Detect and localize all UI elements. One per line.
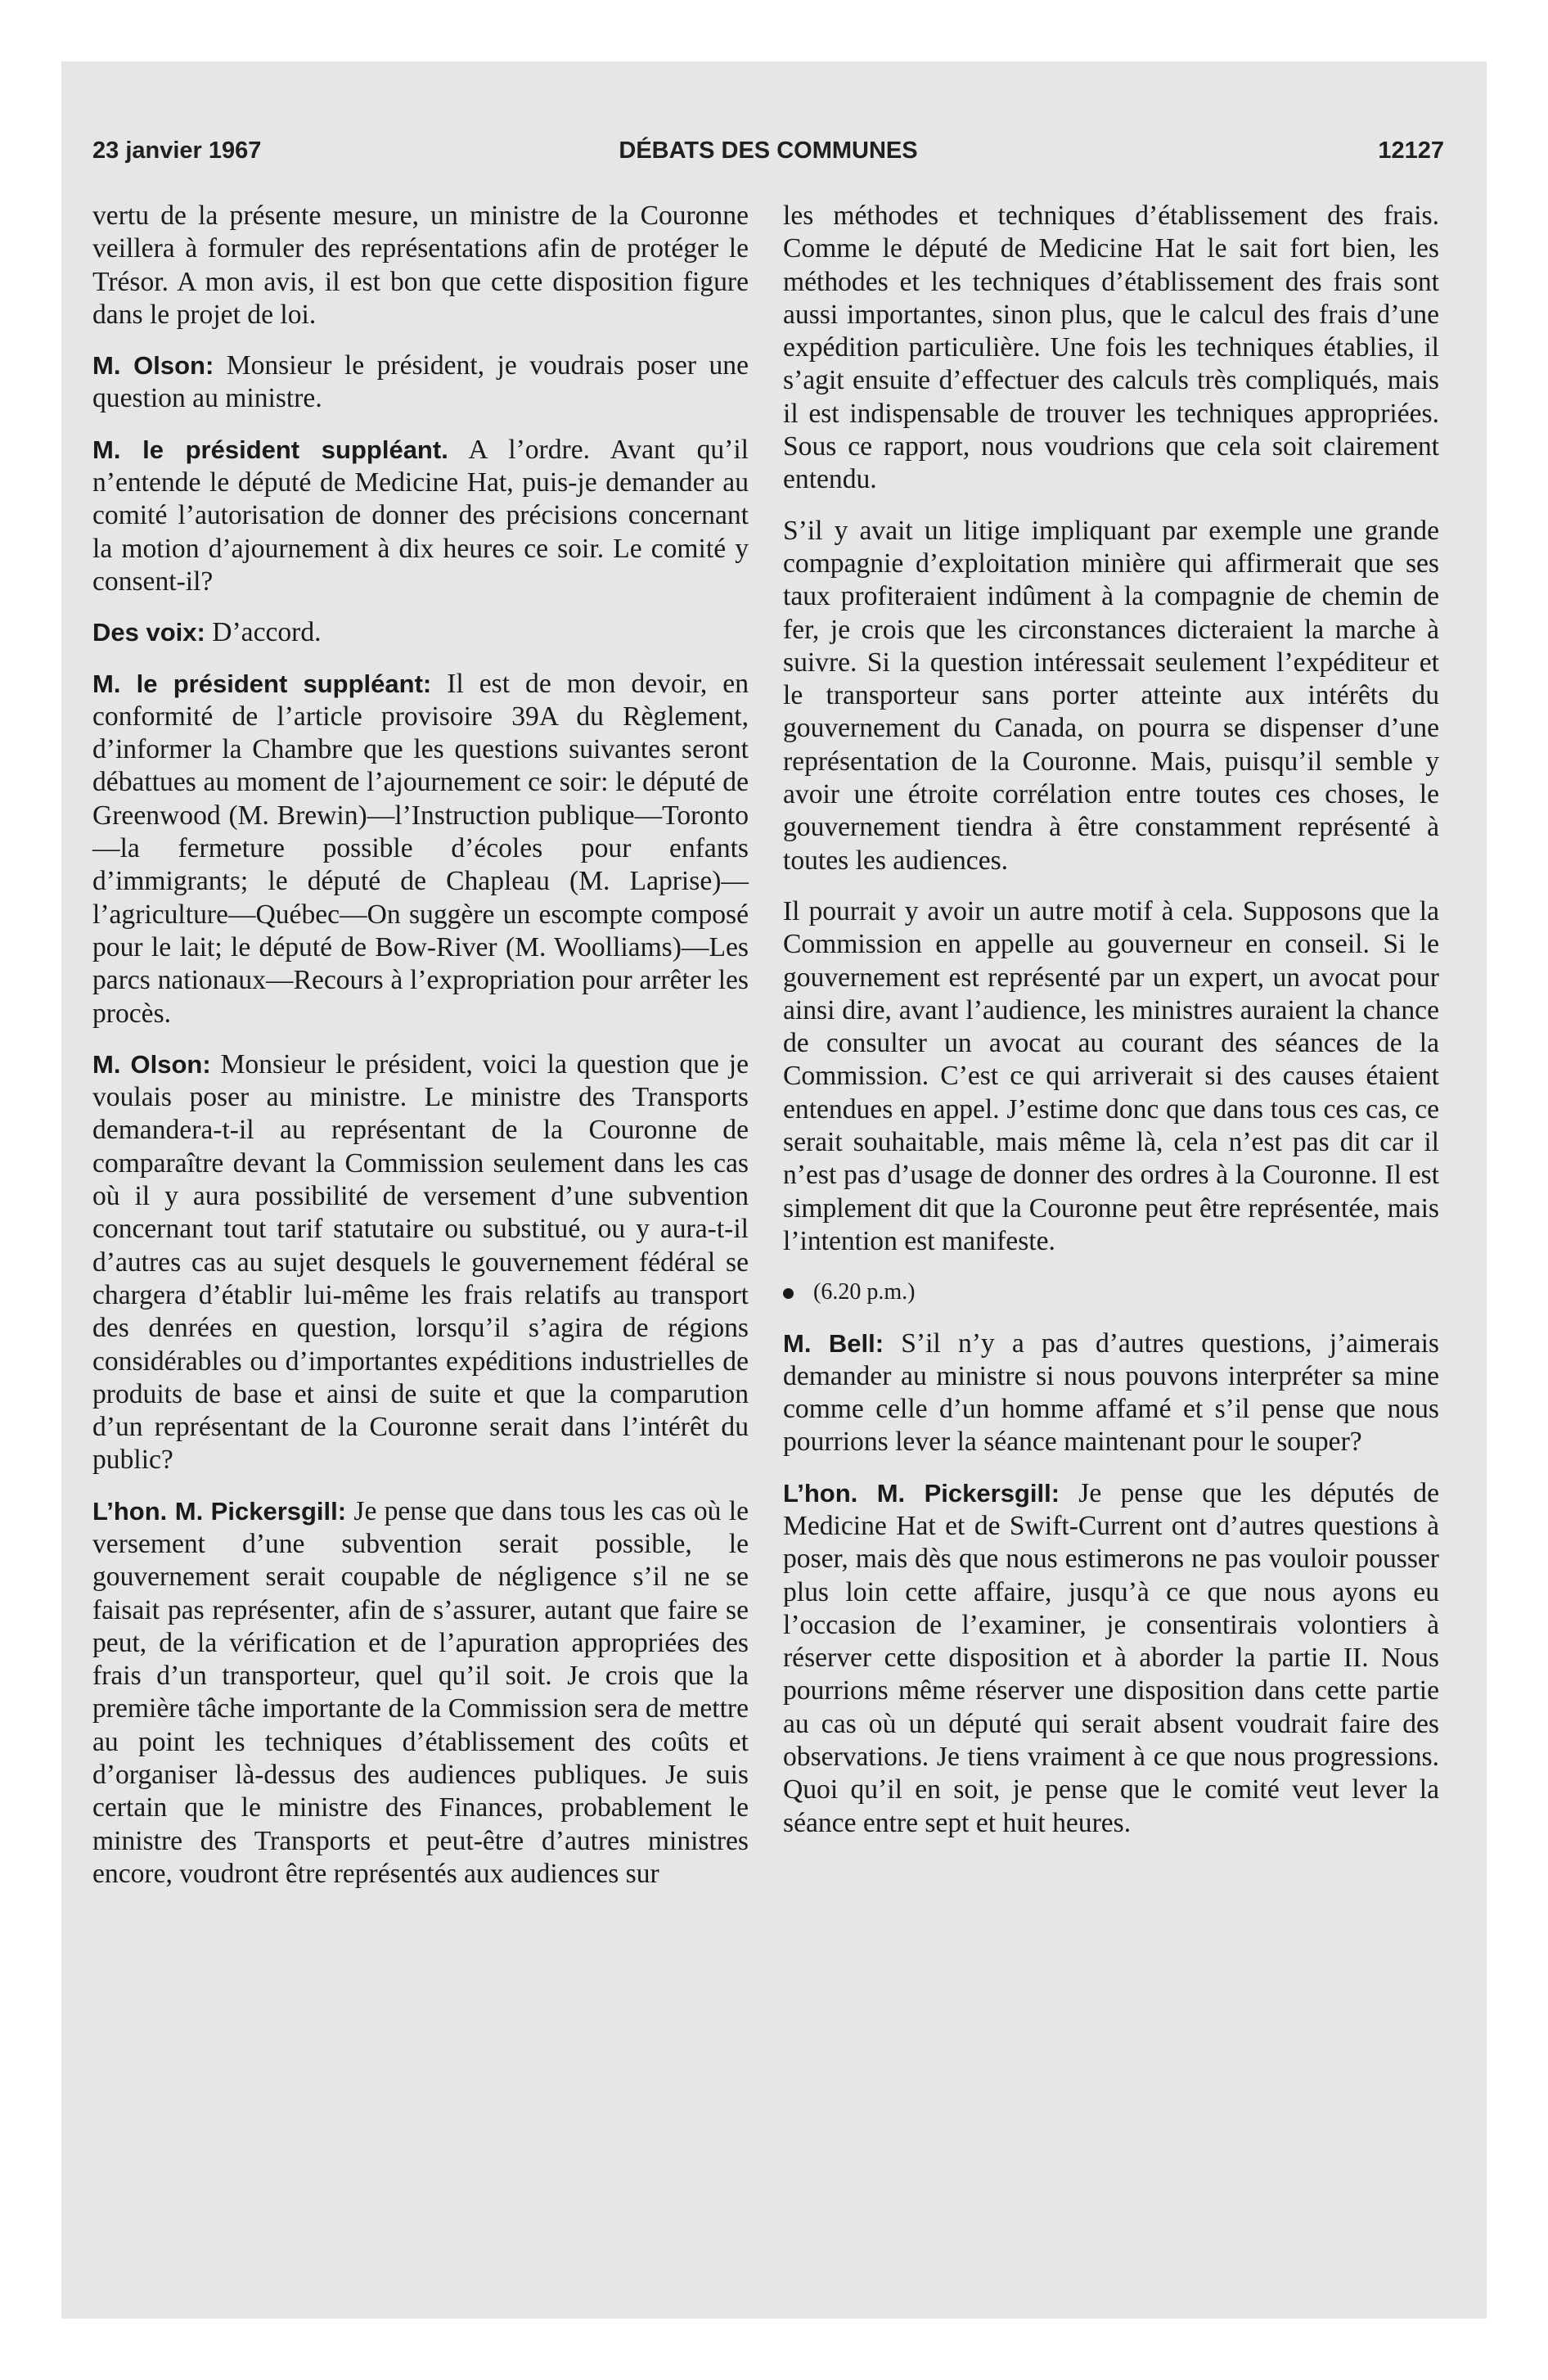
timestamp: (6.20 p.m.) — [813, 1279, 916, 1305]
speech-text: Je pense que dans tous les cas où le versement d’une subvention serait possible, le gouvernement serait coupable de négligence s’il ne se faisait pas représenter, afin de s’assurer, autant que faire se peut, de la vérification et de l’apuration appropriées des frais d’un transporteur, quel qu’il soit. Je crois que la première tâche importante de la Commission sera de mettre au point les techniques d’établissement des coûts et d’organiser là-dessus des audiences publiques. Je suis certain que le ministre des Finances, probablement le ministre des Transports et peut-être d’autres ministres encore, voudront être représentés aux audiences sur — [92, 1495, 749, 1889]
paragraph-text: vertu de la présente mesure, un ministre de la Couronne veillera à formuler des représentations afin de protéger le Trésor. A mon avis, il est bon que cette disposition figure dans le projet de loi. — [92, 201, 749, 330]
speaker-name: M. le président suppléant: — [92, 669, 432, 698]
speaker-name: L’hon. M. Pickersgill: — [783, 1478, 1060, 1508]
speech — [92, 668, 749, 1030]
speech — [92, 1495, 749, 1891]
header-page-number: 12127 — [1378, 137, 1444, 164]
paragraph — [783, 895, 1439, 1258]
timestamp-line — [783, 1276, 1439, 1309]
right-column — [783, 200, 1439, 1858]
speech — [92, 349, 749, 416]
speech — [783, 1477, 1439, 1840]
paragraph-text: S’il y avait un litige impliquant par exemple une grande compagnie d’exploitation minière qui affirmerait que ses taux profiteraient indûment à la compagnie de chemin de fer, je crois que les circonstances dicteraient la marche à suivre. Si la question intéressait seulement l’expéditeur et le transporteur sans porter atteinte aux intérêts du gouvernement du Canada, on pourra se dispenser d’une représentation de la Couronne. Mais, puisqu’il semble y avoir une étroite corrélation entre toutes ces choses, le gouvernement tiendra à être constamment représenté à toutes les audiences. — [783, 515, 1439, 876]
paragraph — [783, 200, 1439, 497]
speech — [783, 1327, 1439, 1459]
speech-text: Je pense que les députés de Medicine Hat et de Swift-Current ont d’autres questions à poser, mais dès que nous estimerons ne pas vouloir pousser plus loin cette affaire, jusqu’à ce que nous ayons eu l’occasion de l’examiner, je consentirais volontiers à réserver cette disposition et à aborder la partie II. Nous pourrions même réserver une disposition dans cette partie au cas où un député qui serait absent voudrait faire des observations. Je tiens vraiment à ce que nous progressions. Quoi qu’il en soit, je pense que le comité veut lever la séance entre sept et huit heures. — [783, 1477, 1439, 1838]
speech-text: Monsieur le président, voici la question que je voulais poser au ministre. Le ministre des Transports demandera-t-il au représentant de la Couronne de comparaître devant la Commission seulement dans les cas où il y aura possibilité de versement d’une subvention concernant tout tarif statutaire ou substitué, ou y aura-t-il d’autres cas au sujet desquels le gouvernement fédéral se chargera d’établir lui-même les frais relatifs au transport des denrées en question, lorsqu’il s’agira de régions considérables ou d’importantes expéditions industrielles de produits de base et ainsi de suite et que la comparution d’un représentant de la Couronne serait dans l’intérêt du public? — [92, 1048, 749, 1476]
paragraph-text: Il pourrait y avoir un autre motif à cela. Supposons que la Commission en appelle au gouverneur en conseil. Si le gouvernement est représenté par un expert, un avocat pour ainsi dire, avant l’audience, les ministres auraient la chance de consulter un avocat au courant des séances de la Commission. C’est ce qui arriverait si des causes étaient entendues en appel. J’estime donc que dans tous ces cas, ce serait souhaitable, mais même là, cela n’est pas dit car il n’est pas d’usage de donner des ordres à la Couronne. Il est simplement dit que la Couronne peut être représentée, mais l’intention est manifeste. — [783, 895, 1439, 1256]
speech — [92, 434, 749, 598]
speech — [92, 616, 749, 649]
speaker-name: M. le président suppléant. — [92, 435, 448, 464]
page-header — [92, 137, 1444, 170]
paragraph-text: les méthodes et techniques d’établissement des frais. Comme le député de Medicine Hat le sait fort bien, les méthodes et les techniques d’établissement des frais sont aussi importantes, sinon plus, que le calcul des frais d’une expédition particulière. Une fois les techniques établies, il s’agit ensuite d’effectuer des calculs très compliqués, mais il est indispensable de trouver les techniques appropriées. Sous ce rapport, nous voudrions que cela soit clairement entendu. — [783, 201, 1439, 495]
speech-text: A l’ordre. Avant qu’il n’entende le député de Medicine Hat, puis-je demander au comité l’autorisation de donner des précisions concernant la motion d’ajournement à dix heures ce soir. Le comité y consent-il? — [92, 434, 749, 597]
header-date: 23 janvier 1967 — [92, 137, 262, 164]
speech-text: S’il n’y a pas d’autres questions, j’aimerais demander au ministre si nous pouvons interpréter sa mine comme celle d’un homme affamé et s’il pense que nous pourrions lever la séance maintenant pour le souper? — [783, 1327, 1439, 1458]
speaker-name: M. Olson: — [92, 351, 214, 381]
left-column — [92, 200, 749, 1909]
paragraph — [92, 200, 749, 331]
bullet-icon — [783, 1288, 794, 1299]
speaker-name: M. Olson: — [92, 1049, 211, 1079]
speech — [92, 1048, 749, 1477]
speech-text: Monsieur le président, je voudrais poser une question au ministre. — [92, 350, 749, 414]
speech-text: D’accord. — [212, 617, 322, 648]
paragraph — [783, 515, 1439, 877]
speaker-name: Des voix: — [92, 618, 205, 647]
speaker-name: M. Bell: — [783, 1328, 884, 1358]
header-title: DÉBATS DES COMMUNES — [619, 137, 918, 164]
speech-text: Il est de mon devoir, en conformité de l’article provisoire 39A du Règlement, d’informer la Chambre que les questions suivantes seront débattues au moment de l’ajournement ce soir: le député de Greenwood (M. Brewin)—l’Instruction publique—Toronto—la fermeture possible d’écoles pour enfants d’immigrants; le député de Chapleau (M. Laprise)—l’agriculture—Québec—On suggère un escompte composé pour le lait; le député de Bow-River (M. Woolliams)—Les parcs nationaux—Recours à l’expropriation pour arrêter les procès. — [92, 668, 749, 1029]
speaker-name: L’hon. M. Pickersgill: — [92, 1496, 347, 1526]
